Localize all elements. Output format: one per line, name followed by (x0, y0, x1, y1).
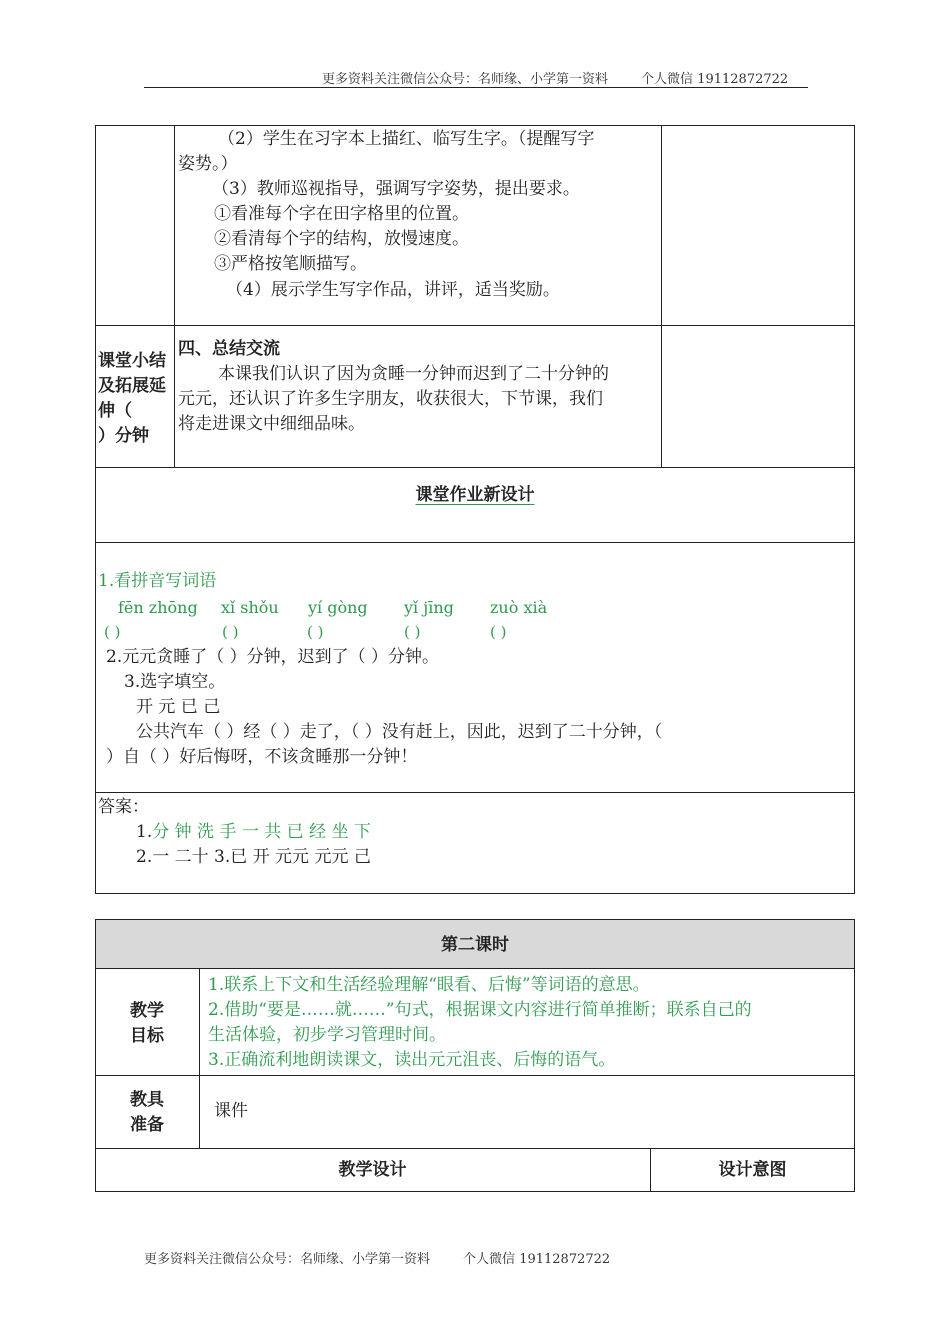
answer-line: 分 钟 洗 手 一 共 已 经 坐 下 (152, 822, 371, 842)
answer-blank: ( ) (490, 623, 507, 641)
page-footer: 更多资料关注微信公众号：名师缘、小学第一资料 个人微信 19112872722 (144, 1252, 611, 1267)
step-line: 姿势。） (178, 154, 238, 174)
tools-label: 准备 (130, 1115, 164, 1135)
row-divider (95, 1075, 855, 1076)
step-line: ②看清每个字的结构，放慢速度。 (214, 229, 469, 249)
row-divider (95, 792, 855, 793)
row-divider (95, 968, 855, 969)
summary-label: 课堂小结 (98, 351, 166, 371)
goal-line: 1.联系上下文和生活经验理解“眼看、后悔”等词语的意思。 (208, 975, 650, 995)
pinyin: yǐ jīng (404, 598, 454, 617)
col-divider (199, 968, 200, 1148)
intent-label: 设计意图 (718, 1160, 787, 1180)
lesson-table (95, 125, 855, 894)
col-divider-right (661, 125, 662, 468)
pinyin: xǐ shǒu (221, 598, 279, 617)
goal-line: 2.借助“要是……就……”句式，根据课文内容进行简单推断；联系自己的 (208, 1000, 752, 1020)
design-label: 教学设计 (338, 1160, 407, 1180)
step-line: （4）展示学生写字作品，讲评，适当奖励。 (226, 280, 560, 300)
goal-line: 3.正确流利地朗读课文，读出元元沮丧、后悔的语气。 (208, 1050, 616, 1070)
answer-blank: ( ) (307, 623, 324, 641)
homework-title: 课堂作业新设计 (415, 485, 535, 505)
summary-line: 元元，还认识了许多生字朋友，收获很大，下节课，我们 (178, 389, 603, 409)
row-divider (95, 542, 855, 543)
pinyin: yí gòng (308, 598, 368, 617)
summary-label: ）分钟 (98, 426, 149, 446)
summary-label: 及拓展延 (98, 376, 166, 396)
summary-line: 本课我们认识了因为贪睡一分钟而迟到了二十分钟的 (218, 364, 609, 384)
answer-blank: ( ) (104, 623, 121, 641)
q3-title: 3.选字填空。 (124, 672, 226, 692)
page-header: 更多资料关注微信公众号：名师缘、小学第一资料 个人微信 19112872722 (322, 72, 789, 87)
q3-line: ）自（ ）好后悔呀，不该贪睡那一分钟！ (106, 747, 418, 767)
pinyin: zuò xià (490, 598, 548, 617)
col-divider-left (174, 125, 175, 468)
q2: 2.元元贪睡了（ ）分钟，迟到了（ ）分钟。 (106, 647, 440, 667)
summary-line: 将走进课文中细细品味。 (178, 414, 365, 434)
q1-title: 1.看拼音写词语 (98, 571, 217, 591)
tools-label: 教具 (130, 1090, 164, 1110)
answer-blank: ( ) (222, 623, 239, 641)
goal-line: 生活体验，初步学习管理时间。 (208, 1025, 446, 1045)
q3-line: 公共汽车（ ）经（ ）走了，（ ）没有赶上，因此，迟到了二十分钟，（ (136, 722, 663, 742)
goal-label: 目标 (130, 1026, 164, 1046)
step-line: ①看准每个字在田字格里的位置。 (214, 204, 469, 224)
goal-label: 教学 (130, 1001, 164, 1021)
row-divider (95, 325, 855, 326)
pinyin: fēn zhōng (118, 598, 198, 617)
step-line: ③严格按笔顺描写。 (214, 254, 367, 274)
answer-label: 答案： (98, 797, 149, 817)
step-line: （3）教师巡视指导，强调写字姿势，提出要求。 (212, 179, 580, 199)
answer-line: 2.一 二十 3.已 开 元元 元元 己 (136, 847, 371, 867)
header-rule (144, 87, 808, 88)
tools-value: 课件 (214, 1101, 248, 1121)
step-line: （2）学生在习字本上描红、临写生字。（提醒写字 (218, 129, 595, 149)
row-divider (95, 467, 855, 468)
q3-choices: 开 元 已 己 (136, 697, 221, 717)
summary-title: 四、总结交流 (178, 339, 280, 359)
answer-blank: ( ) (404, 623, 421, 641)
row-divider (95, 1148, 855, 1149)
lesson2-title: 第二课时 (441, 935, 509, 955)
summary-label: 伸（ (98, 401, 132, 421)
